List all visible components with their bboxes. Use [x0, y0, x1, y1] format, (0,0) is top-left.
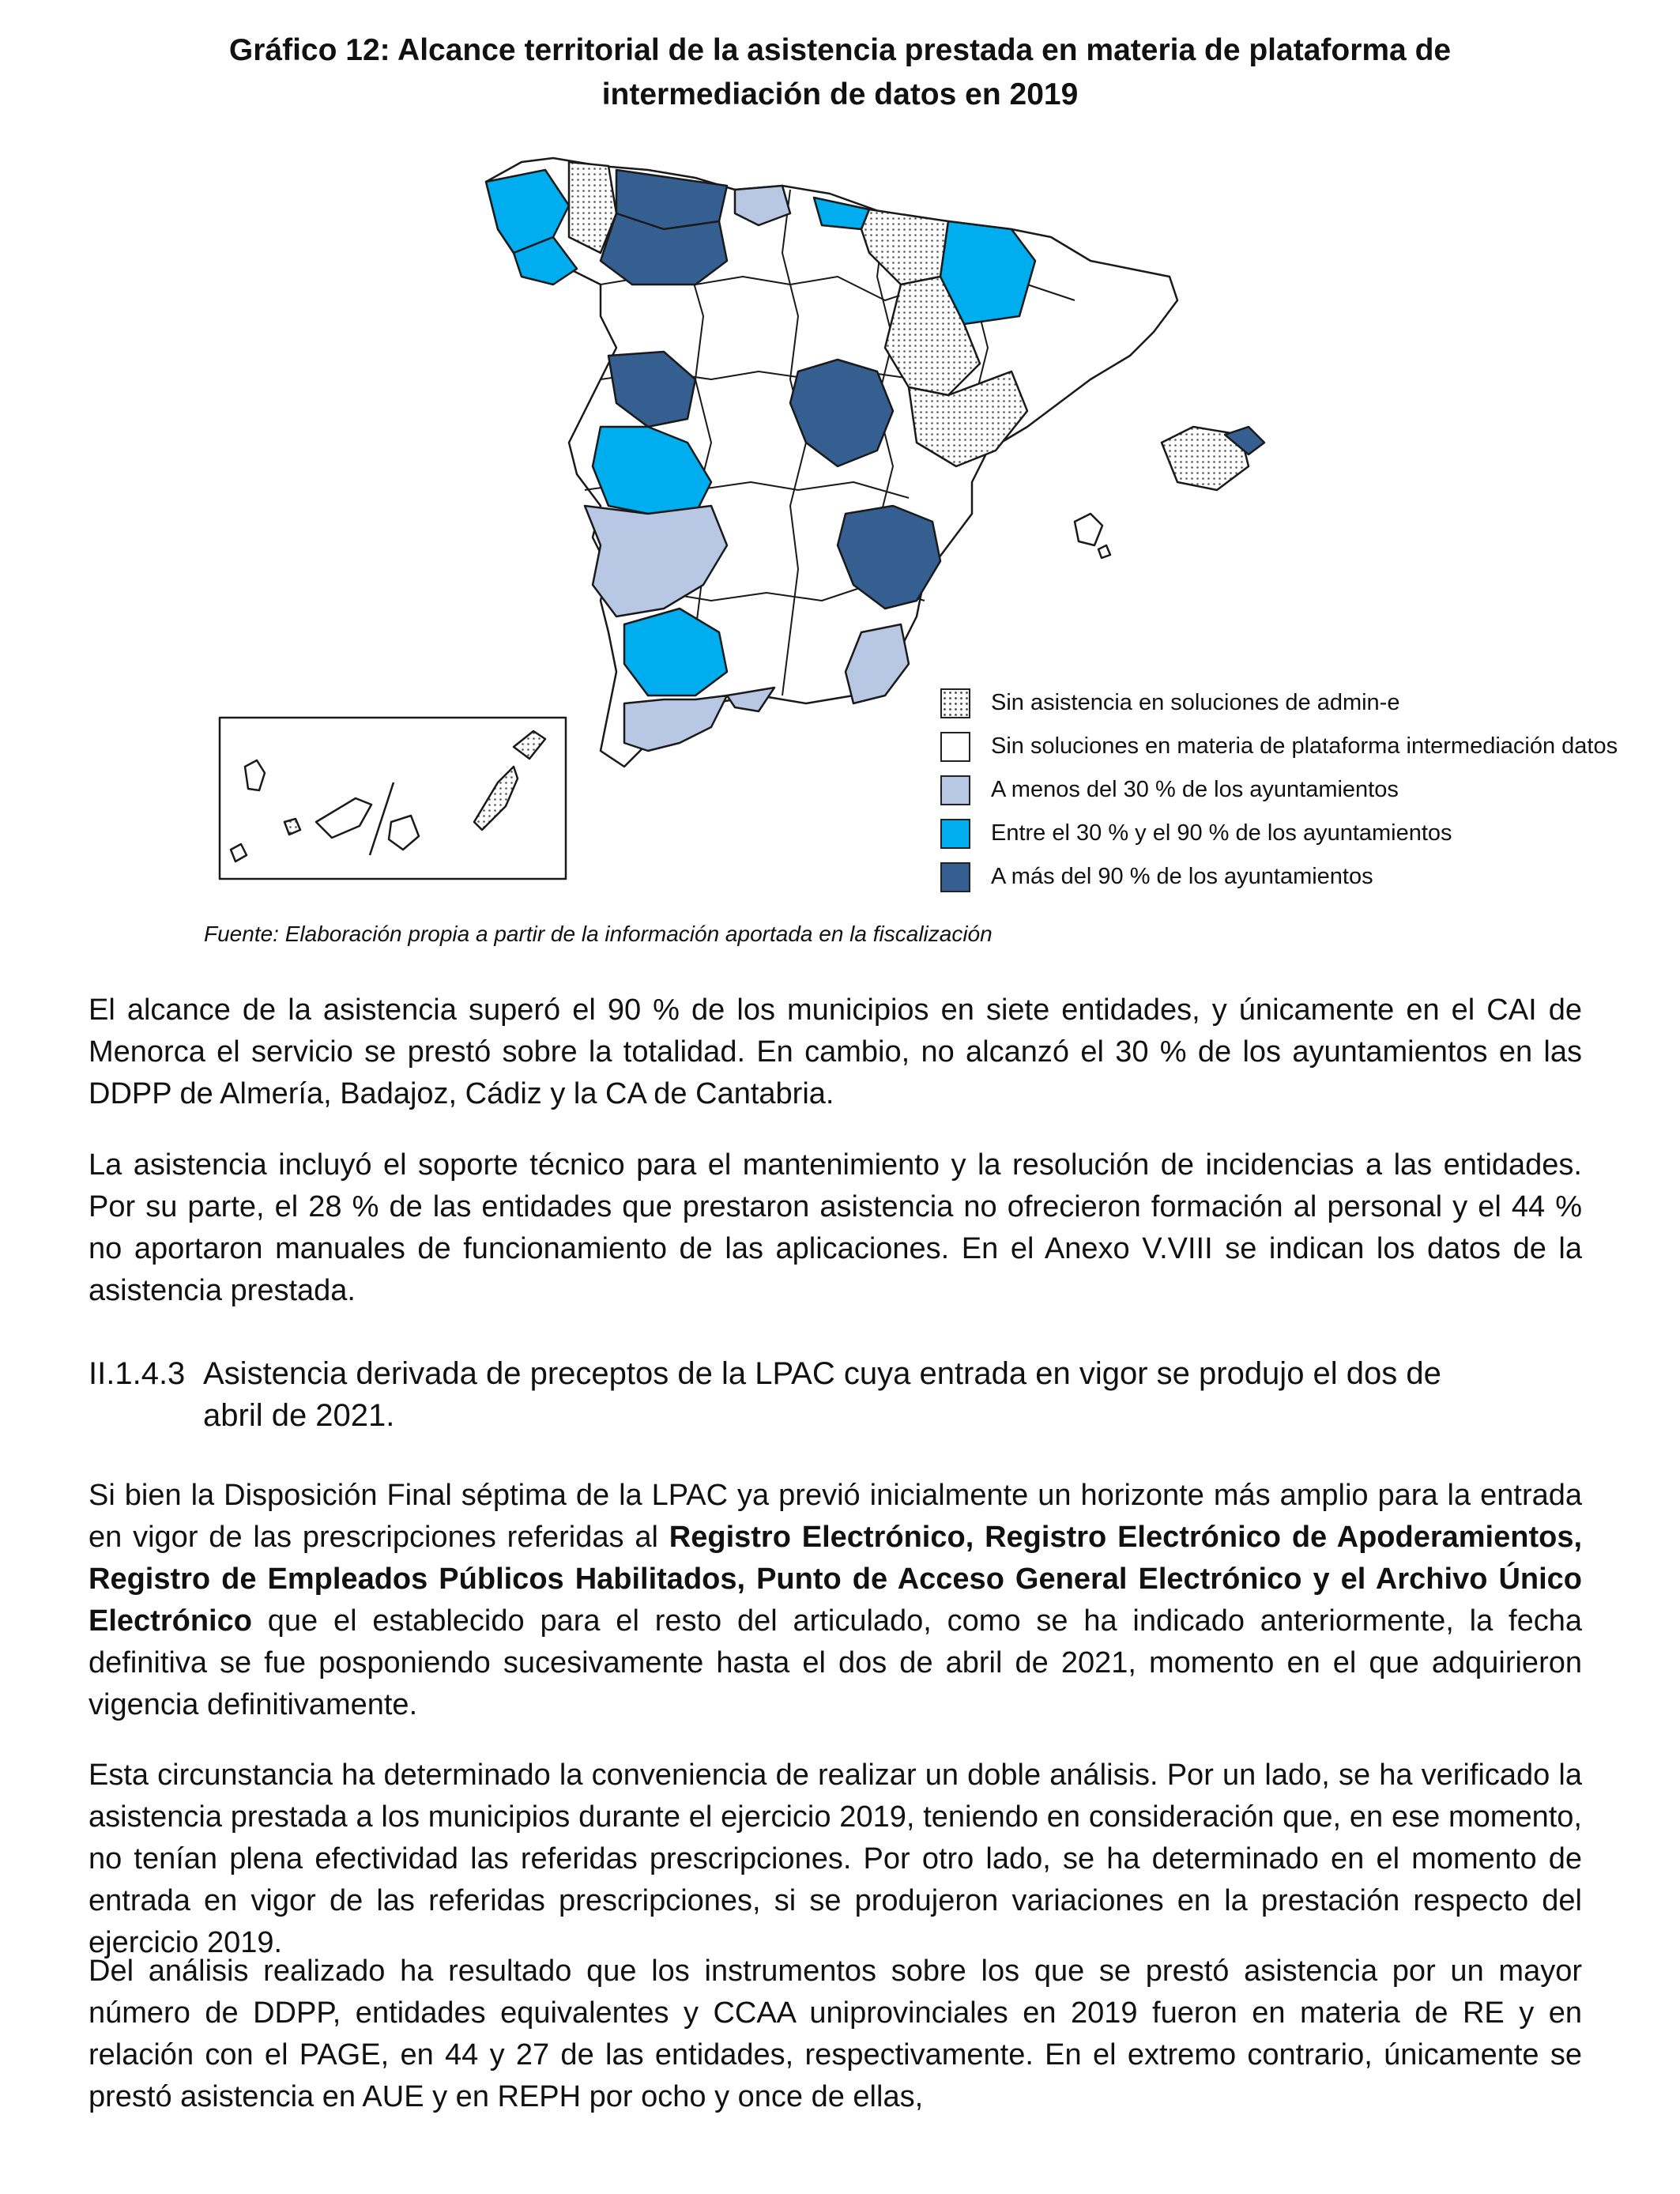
- paragraph-3-start: Si bien la Disposición Final séptima de la LPAC ya previó inicialmente un horizonte más amplio para la entrada en vigor de las prescripciones referidas al: [89, 1479, 1582, 1554]
- paragraph-3: [89, 1475, 1582, 1726]
- legend-label: Sin soluciones en materia de plataforma intermediación datos: [991, 733, 1618, 759]
- paragraph-1: El alcance de la asistencia superó el 90 % de los municipios en siete entidades, y únicamente en el CAI de Menorca el servicio se prestó sobre la totalidad. En cambio, no alcanzó el 30 % de los ayuntamientos en las DDPP de Almería, Badajoz, Cádiz y la CA de Cantabria.: [89, 993, 1582, 1110]
- legend-item: [940, 855, 1675, 899]
- legend-label: A más del 90 % de los ayuntamientos: [991, 864, 1373, 889]
- region-cadiz: [624, 696, 727, 751]
- map-legend: [940, 681, 1675, 899]
- paragraph-2: La asistencia incluyó el soporte técnico para el mantenimiento y la resolución de incidencias a las entidades. Por su parte, el 28 % de las entidades que prestaron asistencia no ofrecieron formación al personal y el 44 % no aportaron manuales de funcionamiento de las aplicaciones. En el Anexo V.VIII se indican los datos de la asistencia prestada.: [89, 1148, 1582, 1307]
- legend-label: Sin asistencia en soluciones de admin-e: [991, 690, 1400, 715]
- legend-label: Entre el 30 % y el 90 % de los ayuntamientos: [991, 820, 1452, 846]
- legend-swatch-dotted: [940, 688, 970, 718]
- region-formentera: [1098, 545, 1110, 558]
- legend-label: A menos del 30 % de los ayuntamientos: [991, 777, 1399, 802]
- canary-islands-box: [220, 718, 566, 879]
- paragraph-3-bold: Registro Electrónico, Registro Electrónico de Apoderamientos, Registro de Empleados Públicos Habilitados, Punto de Acceso General Electrónico y el Archivo Único Electrónico: [89, 1521, 1583, 1638]
- legend-item: [940, 768, 1675, 812]
- legend-item: [940, 725, 1675, 768]
- figure-source: Fuente: Elaboración propia a partir de la información aportada en la fiscalización: [204, 922, 993, 946]
- section-heading: [89, 1353, 1582, 1437]
- paragraph-3-end: que el establecido para el resto del articulado, como se ha indicado anteriormente, la fecha definitiva se fue posponiendo sucesivamente hasta el dos de abril de 2021, momento en el que adquirieron vigencia definitivamente.: [89, 1604, 1582, 1721]
- legend-swatch-white: [940, 732, 970, 762]
- legend-swatch-light-blue: [940, 775, 970, 805]
- legend-item: [940, 681, 1675, 725]
- section-heading-line-2: abril de 2021.: [203, 1398, 395, 1433]
- legend-swatch-cyan: [940, 819, 970, 849]
- figure-title-line-1: Gráfico 12: Alcance territorial de la asistencia prestada en materia de plataforma de: [228, 33, 1452, 67]
- section-heading-line-1: Asistencia derivada de preceptos de la LPAC cuya entrada en vigor se produjo el dos de: [203, 1356, 1441, 1391]
- legend-item: [940, 812, 1675, 855]
- region-ibiza: [1075, 514, 1102, 545]
- figure-title-line-2: intermediación de datos en 2019: [601, 77, 1079, 111]
- paragraph-5: Del análisis realizado ha resultado que los instrumentos sobre los que se prestó asistencia por un mayor número de DDPP, entidades equivalentes y CCAA uniprovinciales en 2019 fueron en materia de RE y en relación con el PAGE, en 44 y 27 de las entidades, respectivamente. En el extremo contrario, únicamente se prestó asistencia en AUE y en REPH por ocho y once de ellas,: [89, 1955, 1582, 2113]
- legend-swatch-dark-blue: [940, 862, 970, 892]
- section-number: II.1.4.3: [89, 1356, 186, 1391]
- paragraph-4: Esta circunstancia ha determinado la conveniencia de realizar un doble análisis. Por un lado, se ha verificado la asistencia prestada a los municipios durante el ejercicio 2019, teniendo en consideración que, en ese momento, no tenían plena efectividad las referidas prescripciones. Por otro lado, se ha determinado en el momento de entrada en vigor de las referidas prescripciones, si se produjeron variaciones en la prestación respecto del ejercicio 2019.: [89, 1759, 1582, 1959]
